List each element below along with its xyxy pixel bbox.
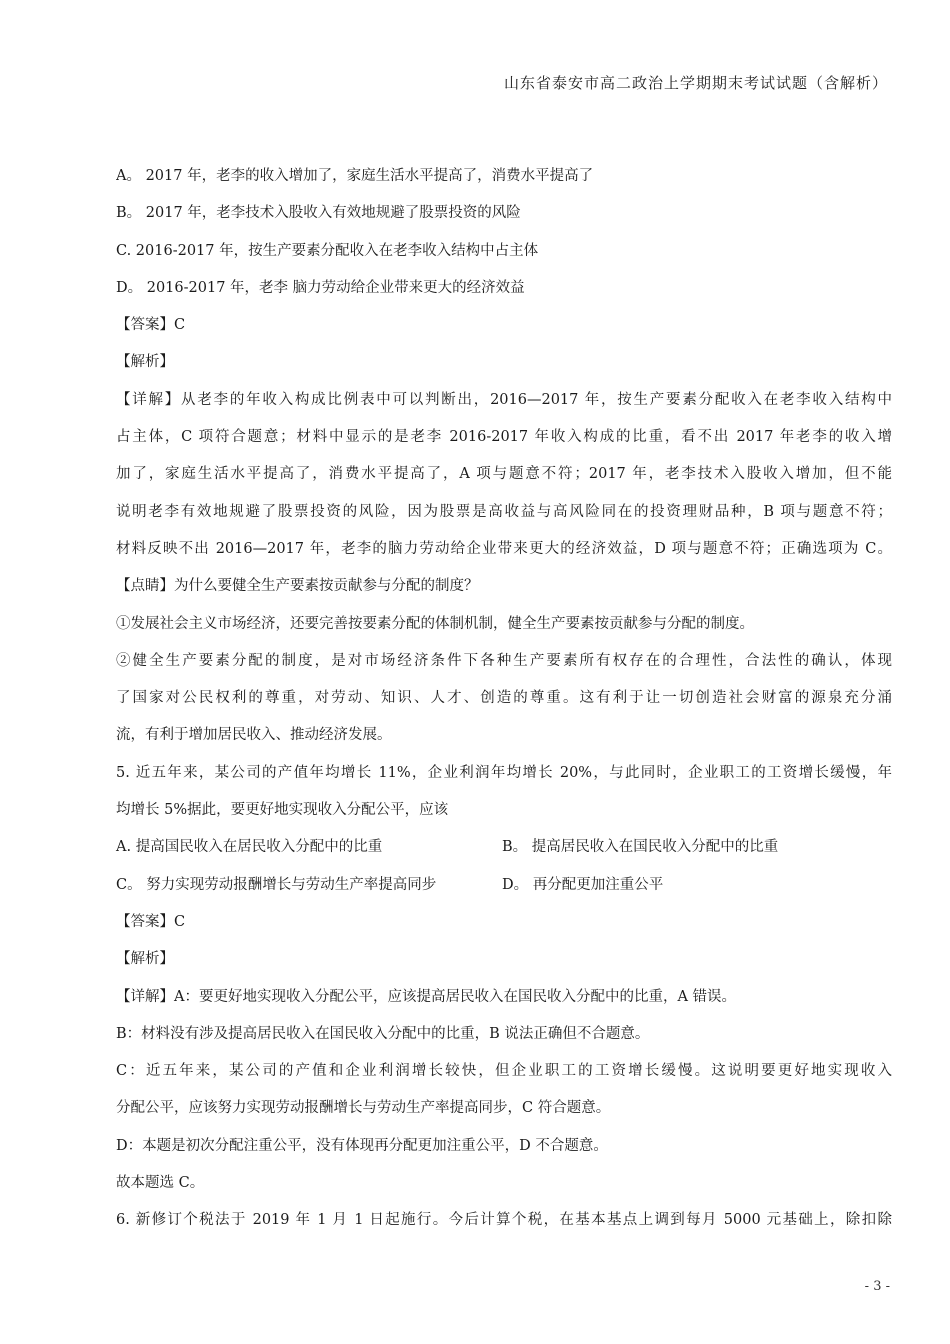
q4-detail-line: 材料反映不出 2016—2017 年，老李的脑力劳动给企业带来更大的经济效益，D 项与题意不符；正确选项为 C。 [116, 540, 892, 557]
document-body [116, 158, 892, 1240]
q4-detail-line: 说明老李有效地规避了股票投资的风险，因为股票是高收益与高风险同在的投资理财品种，B 项与题意不符； [116, 503, 892, 520]
q4-detail-line: 占主体，C 项符合题意；材料中显示的是老李 2016-2017 年收入构成的比重，看不出 2017 年老李的收入增 [116, 429, 892, 446]
q4-option-d: D。 2016-2017 年，老李 脑力劳动给企业带来更大的经济效益 [116, 279, 525, 296]
q4-point-line: ②健全生产要素分配的制度，是对市场经济条件下各种生产要素所有权存在的合理性，合法性的确认，体现 [116, 652, 892, 669]
q5-stem-line: 均增长 5%据此，要更好地实现收入分配公平，应该 [116, 802, 449, 819]
q5-answer: 【答案】C [116, 913, 186, 930]
q6-stem-line: 6. 新修订个税法于 2019 年 1 月 1 日起施行。今后计算个税，在基本基点上调到每月 5000 元基础上，除扣除 [116, 1212, 892, 1229]
page-number: - 3 - [864, 1279, 890, 1294]
q4-option-c: C. 2016-2017 年，按生产要素分配收入在老李收入结构中占主体 [116, 242, 539, 259]
q4-detail-line: 【详解】从老李的年收入构成比例表中可以判断出，2016—2017 年，按生产要素分配收入在老李收入结构中 [116, 391, 892, 408]
q4-point-line: 了国家对公民权利的尊重，对劳动、知识、人才、创造的尊重。这有利于让一切创造社会财富的源泉充分涌 [116, 690, 892, 707]
q4-point-title: 【点睛】为什么要健全生产要素按贡献参与分配的制度？ [116, 578, 479, 595]
q5-detail-line: 【详解】A：要更好地实现收入分配公平，应该提高居民收入在国民收入分配中的比重，A 错误。 [116, 988, 737, 1005]
q5-detail-line: B：材料没有涉及提高居民收入在国民收入分配中的比重，B 说法正确但不合题意。 [116, 1025, 650, 1042]
q5-detail-line: D：本题是初次分配注重公平，没有体现再分配更加注重公平，D 不合题意。 [116, 1137, 608, 1154]
q4-option-a: A。 2017 年，老李的收入增加了，家庭生活水平提高了，消费水平提高了 [116, 168, 594, 184]
q5-option-d: D。 再分配更加注重公平 [502, 876, 664, 893]
page-header: 山东省泰安市高二政治上学期期末考试试题（含解析） [503, 74, 888, 92]
q5-conclusion: 故本题选 C。 [116, 1175, 205, 1192]
q4-detail-line: 加了，家庭生活水平提高了，消费水平提高了，A 项与题意不符；2017 年，老李技术入股收入增加，但不能 [116, 466, 892, 483]
q5-option-b: B。 提高居民收入在国民收入分配中的比重 [502, 839, 779, 856]
q4-analysis-label: 【解析】 [116, 354, 174, 371]
q5-options-row-1 [116, 829, 892, 866]
q5-options-row-2 [116, 867, 892, 904]
q5-detail-line: 分配公平，应该努力实现劳动报酬增长与劳动生产率提高同步，C 符合题意。 [116, 1100, 611, 1117]
q5-option-a: A. 提高国民收入在居民收入分配中的比重 [116, 839, 383, 856]
q4-point-line: ①发展社会主义市场经济，还要完善按要素分配的体制机制，健全生产要素按贡献参与分配的制度。 [116, 615, 754, 632]
q5-detail-line: C：近五年来，某公司的产值和企业利润增长较快，但企业职工的工资增长缓慢。这说明要更好地实现收入 [116, 1063, 892, 1080]
q4-point-line: 流，有利于增加居民收入、推动经济发展。 [116, 727, 392, 744]
q4-answer: 【答案】C [116, 317, 186, 334]
q4-option-b: B。 2017 年，老李技术入股收入有效地规避了股票投资的风险 [116, 205, 521, 222]
q5-option-c: C。 努力实现劳动报酬增长与劳动生产率提高同步 [116, 876, 437, 893]
q5-analysis-label: 【解析】 [116, 951, 174, 968]
q5-stem-line: 5. 近五年来，某公司的产值年均增长 11%，企业利润年均增长 20%，与此同时，企业职工的工资增长缓慢，年 [116, 764, 892, 781]
